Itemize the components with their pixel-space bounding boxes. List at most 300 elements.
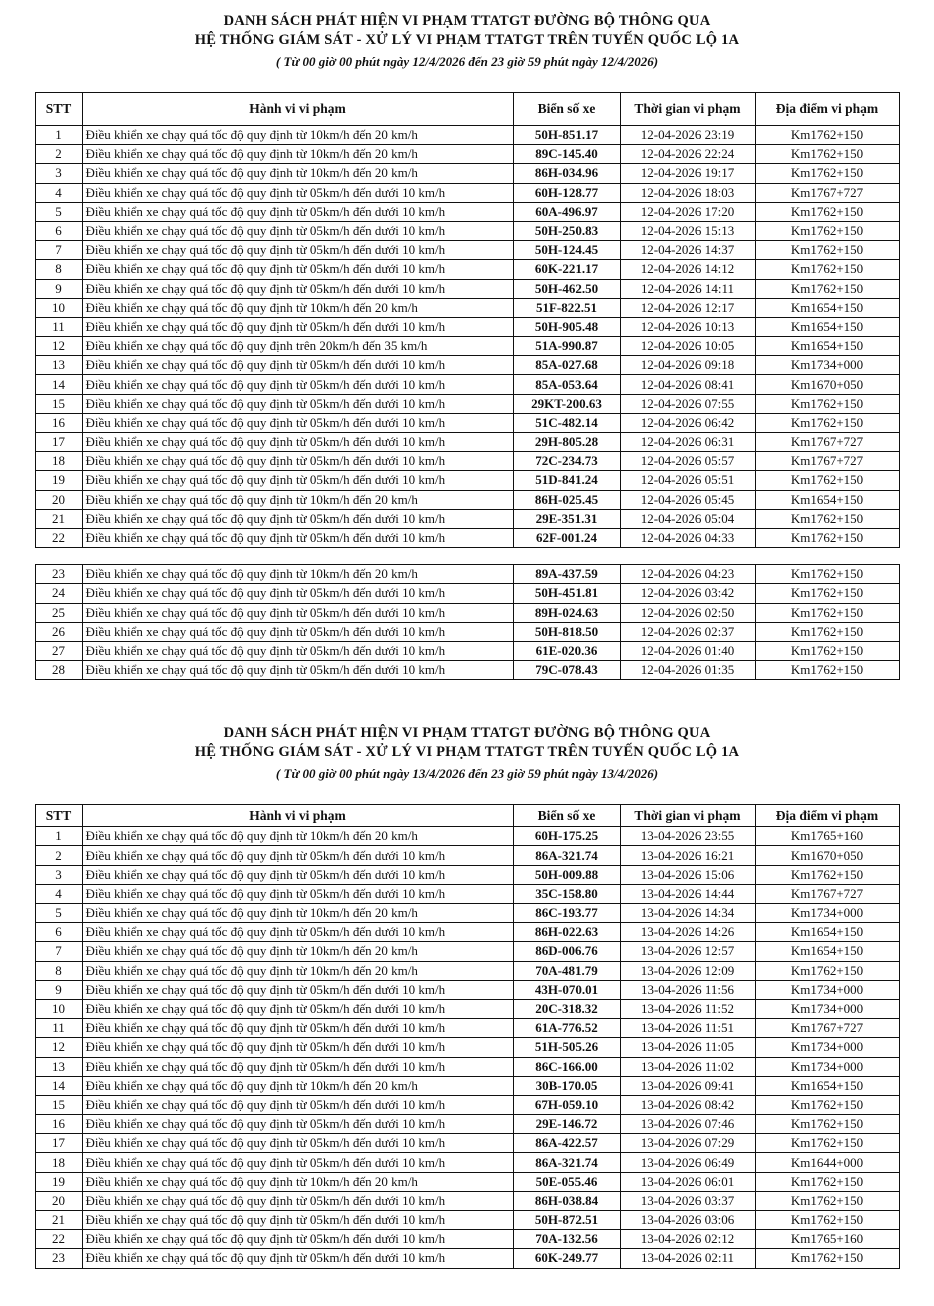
table-row [35, 904, 899, 923]
time-cell: 12-04-2026 02:50 [620, 603, 755, 622]
location-cell: Km1762+150 [755, 394, 899, 413]
violation-cell: Điều khiển xe chạy quá tốc độ quy định từ 10km/h đến 20 km/h [82, 942, 513, 961]
plate-cell: 60H-175.25 [513, 827, 620, 846]
table-row [35, 528, 899, 547]
plate-cell: 85A-027.68 [513, 356, 620, 375]
plate-cell: 51C-482.14 [513, 413, 620, 432]
violation-cell: Điều khiển xe chạy quá tốc độ quy định từ 05km/h đến dưới 10 km/h [82, 584, 513, 603]
location-cell: Km1762+150 [755, 1249, 899, 1268]
location-cell: Km1654+150 [755, 942, 899, 961]
location-cell: Km1734+000 [755, 1038, 899, 1057]
violation-cell: Điều khiển xe chạy quá tốc độ quy định từ 10km/h đến 20 km/h [82, 164, 513, 183]
violation-cell: Điều khiển xe chạy quá tốc độ quy định từ 05km/h đến dưới 10 km/h [82, 394, 513, 413]
location-cell: Km1762+150 [755, 1191, 899, 1210]
time-cell: 12-04-2026 01:40 [620, 641, 755, 660]
stt-cell: 15 [35, 394, 82, 413]
stt-cell: 12 [35, 337, 82, 356]
violation-cell: Điều khiển xe chạy quá tốc độ quy định từ 05km/h đến dưới 10 km/h [82, 356, 513, 375]
location-cell: Km1644+000 [755, 1153, 899, 1172]
plate-cell: 50H-462.50 [513, 279, 620, 298]
plate-cell: 86C-166.00 [513, 1057, 620, 1076]
time-cell: 12-04-2026 04:23 [620, 565, 755, 584]
stt-cell: 6 [35, 923, 82, 942]
plate-cell: 72C-234.73 [513, 452, 620, 471]
table-row [35, 565, 899, 584]
violation-cell: Điều khiển xe chạy quá tốc độ quy định từ 10km/h đến 20 km/h [82, 490, 513, 509]
violation-cell: Điều khiển xe chạy quá tốc độ quy định từ 05km/h đến dưới 10 km/h [82, 202, 513, 221]
time-cell: 13-04-2026 02:11 [620, 1249, 755, 1268]
violation-cell: Điều khiển xe chạy quá tốc độ quy định từ 05km/h đến dưới 10 km/h [82, 884, 513, 903]
stt-cell: 18 [35, 1153, 82, 1172]
plate-cell: 50H-451.81 [513, 584, 620, 603]
location-cell: Km1670+050 [755, 375, 899, 394]
violation-cell: Điều khiển xe chạy quá tốc độ quy định từ 10km/h đến 20 km/h [82, 827, 513, 846]
stt-cell: 15 [35, 1095, 82, 1114]
violations-tables-april-13 [0, 804, 934, 1268]
table-row [35, 846, 899, 865]
table-row [35, 1153, 899, 1172]
report-date-range: ( Từ 00 giờ 00 phút ngày 12/4/2026 đến 23 giờ 59 phút ngày 12/4/2026) [275, 54, 659, 69]
plate-cell: 67H-059.10 [513, 1095, 620, 1114]
violation-cell: Điều khiển xe chạy quá tốc độ quy định từ 10km/h đến 20 km/h [82, 298, 513, 317]
stt-cell: 21 [35, 1211, 82, 1230]
violation-cell: Điều khiển xe chạy quá tốc độ quy định từ 05km/h đến dưới 10 km/h [82, 221, 513, 240]
location-cell: Km1654+150 [755, 923, 899, 942]
stt-cell: 10 [35, 298, 82, 317]
violation-cell: Điều khiển xe chạy quá tốc độ quy định từ 05km/h đến dưới 10 km/h [82, 279, 513, 298]
plate-cell: 70A-132.56 [513, 1230, 620, 1249]
plate-cell: 60A-496.97 [513, 202, 620, 221]
location-cell: Km1734+000 [755, 980, 899, 999]
stt-cell: 11 [35, 317, 82, 336]
violation-cell: Điều khiển xe chạy quá tốc độ quy định từ 05km/h đến dưới 10 km/h [82, 183, 513, 202]
stt-cell: 7 [35, 942, 82, 961]
plate-cell: 50E-055.46 [513, 1172, 620, 1191]
time-cell: 12-04-2026 02:37 [620, 622, 755, 641]
time-cell: 13-04-2026 11:51 [620, 1019, 755, 1038]
plate-cell: 89H-024.63 [513, 603, 620, 622]
plate-cell: 86A-422.57 [513, 1134, 620, 1153]
stt-cell: 25 [35, 603, 82, 622]
report-title-line2: HỆ THỐNG GIÁM SÁT - XỬ LÝ VI PHẠM TTATGT TRÊN TUYẾN QUỐC LỘ 1A [194, 32, 740, 48]
stt-cell: 1 [35, 827, 82, 846]
violation-cell: Điều khiển xe chạy quá tốc độ quy định từ 05km/h đến dưới 10 km/h [82, 509, 513, 528]
stt-cell: 3 [35, 865, 82, 884]
col-header-violation: Hành vi vi phạm [82, 805, 513, 827]
violation-cell: Điều khiển xe chạy quá tốc độ quy định từ 05km/h đến dưới 10 km/h [82, 375, 513, 394]
location-cell: Km1734+000 [755, 999, 899, 1018]
time-cell: 13-04-2026 11:05 [620, 1038, 755, 1057]
location-cell: Km1762+150 [755, 164, 899, 183]
violation-cell: Điều khiển xe chạy quá tốc độ quy định từ 05km/h đến dưới 10 km/h [82, 603, 513, 622]
location-cell: Km1762+150 [755, 1211, 899, 1230]
location-cell: Km1762+150 [755, 1095, 899, 1114]
table-row [35, 980, 899, 999]
plate-cell: 60K-249.77 [513, 1249, 620, 1268]
stt-cell: 23 [35, 565, 82, 584]
plate-cell: 86C-193.77 [513, 904, 620, 923]
plate-cell: 50H-872.51 [513, 1211, 620, 1230]
plate-cell: 89A-437.59 [513, 565, 620, 584]
stt-cell: 21 [35, 509, 82, 528]
location-cell: Km1762+150 [755, 584, 899, 603]
plate-cell: 50H-851.17 [513, 126, 620, 145]
time-cell: 13-04-2026 14:34 [620, 904, 755, 923]
violation-cell: Điều khiển xe chạy quá tốc độ quy định từ 05km/h đến dưới 10 km/h [82, 1115, 513, 1134]
violation-cell: Điều khiển xe chạy quá tốc độ quy định từ 05km/h đến dưới 10 km/h [82, 1134, 513, 1153]
location-cell: Km1762+150 [755, 1115, 899, 1134]
table-row [35, 202, 899, 221]
table-row [35, 126, 899, 145]
plate-cell: 51D-841.24 [513, 471, 620, 490]
col-header-location: Địa điểm vi phạm [755, 93, 899, 126]
table-row [35, 298, 899, 317]
violation-cell: Điều khiển xe chạy quá tốc độ quy định từ 05km/h đến dưới 10 km/h [82, 999, 513, 1018]
violation-cell: Điều khiển xe chạy quá tốc độ quy định từ 05km/h đến dưới 10 km/h [82, 452, 513, 471]
location-cell: Km1654+150 [755, 317, 899, 336]
time-cell: 12-04-2026 14:12 [620, 260, 755, 279]
stt-cell: 23 [35, 1249, 82, 1268]
time-cell: 13-04-2026 12:57 [620, 942, 755, 961]
location-cell: Km1762+150 [755, 202, 899, 221]
table-row [35, 241, 899, 260]
violation-cell: Điều khiển xe chạy quá tốc độ quy định từ 05km/h đến dưới 10 km/h [82, 865, 513, 884]
report-title-line2: HỆ THỐNG GIÁM SÁT - XỬ LÝ VI PHẠM TTATGT TRÊN TUYẾN QUỐC LỘ 1A [194, 744, 740, 761]
plate-cell: 60H-128.77 [513, 183, 620, 202]
table-row [35, 603, 899, 622]
stt-cell: 20 [35, 490, 82, 509]
plate-cell: 51H-505.26 [513, 1038, 620, 1057]
time-cell: 12-04-2026 17:20 [620, 202, 755, 221]
table-row [35, 1134, 899, 1153]
stt-cell: 5 [35, 904, 82, 923]
table-row [35, 1249, 899, 1268]
stt-cell: 16 [35, 413, 82, 432]
table-row [35, 1019, 899, 1038]
plate-cell: 30B-170.05 [513, 1076, 620, 1095]
location-cell: Km1762+150 [755, 865, 899, 884]
table-row [35, 622, 899, 641]
table-row [35, 1095, 899, 1114]
time-cell: 12-04-2026 12:17 [620, 298, 755, 317]
table-row [35, 471, 899, 490]
table-row [35, 260, 899, 279]
violation-cell: Điều khiển xe chạy quá tốc độ quy định từ 10km/h đến 20 km/h [82, 126, 513, 145]
plate-cell: 86A-321.74 [513, 1153, 620, 1172]
location-cell: Km1767+727 [755, 183, 899, 202]
violation-cell: Điều khiển xe chạy quá tốc độ quy định từ 05km/h đến dưới 10 km/h [82, 622, 513, 641]
plate-cell: 50H-009.88 [513, 865, 620, 884]
time-cell: 12-04-2026 05:51 [620, 471, 755, 490]
location-cell: Km1762+150 [755, 565, 899, 584]
stt-cell: 17 [35, 433, 82, 452]
plate-cell: 85A-053.64 [513, 375, 620, 394]
stt-cell: 24 [35, 584, 82, 603]
location-cell: Km1762+150 [755, 528, 899, 547]
time-cell: 13-04-2026 07:46 [620, 1115, 755, 1134]
violation-cell: Điều khiển xe chạy quá tốc độ quy định từ 05km/h đến dưới 10 km/h [82, 1095, 513, 1114]
table-row [35, 413, 899, 432]
table-row [35, 1038, 899, 1057]
col-header-time: Thời gian vi phạm [620, 93, 755, 126]
plate-cell: 86H-025.45 [513, 490, 620, 509]
time-cell: 12-04-2026 15:13 [620, 221, 755, 240]
col-header-location: Địa điểm vi phạm [755, 805, 899, 827]
time-cell: 13-04-2026 14:44 [620, 884, 755, 903]
plate-cell: 61A-776.52 [513, 1019, 620, 1038]
time-cell: 13-04-2026 11:52 [620, 999, 755, 1018]
plate-cell: 86D-006.76 [513, 942, 620, 961]
violation-cell: Điều khiển xe chạy quá tốc độ quy định từ 10km/h đến 20 km/h [82, 1076, 513, 1095]
plate-cell: 29E-146.72 [513, 1115, 620, 1134]
table-row [35, 509, 899, 528]
time-cell: 12-04-2026 14:37 [620, 241, 755, 260]
time-cell: 13-04-2026 06:49 [620, 1153, 755, 1172]
time-cell: 12-04-2026 19:17 [620, 164, 755, 183]
table-row [35, 433, 899, 452]
table-row [35, 1211, 899, 1230]
stt-cell: 6 [35, 221, 82, 240]
time-cell: 12-04-2026 10:05 [620, 337, 755, 356]
stt-cell: 8 [35, 961, 82, 980]
table-row [35, 661, 899, 680]
stt-cell: 18 [35, 452, 82, 471]
stt-cell: 22 [35, 1230, 82, 1249]
violation-cell: Điều khiển xe chạy quá tốc độ quy định từ 05km/h đến dưới 10 km/h [82, 661, 513, 680]
violation-cell: Điều khiển xe chạy quá tốc độ quy định từ 10km/h đến 20 km/h [82, 904, 513, 923]
location-cell: Km1767+727 [755, 1019, 899, 1038]
location-cell: Km1762+150 [755, 1172, 899, 1191]
plate-cell: 86H-034.96 [513, 164, 620, 183]
time-cell: 12-04-2026 22:24 [620, 145, 755, 164]
stt-cell: 5 [35, 202, 82, 221]
stt-cell: 11 [35, 1019, 82, 1038]
stt-cell: 28 [35, 661, 82, 680]
plate-cell: 60K-221.17 [513, 260, 620, 279]
stt-cell: 13 [35, 356, 82, 375]
stt-cell: 10 [35, 999, 82, 1018]
location-cell: Km1762+150 [755, 221, 899, 240]
table-row [35, 641, 899, 660]
plate-cell: 50H-818.50 [513, 622, 620, 641]
violation-cell: Điều khiển xe chạy quá tốc độ quy định từ 05km/h đến dưới 10 km/h [82, 241, 513, 260]
violations-table [35, 804, 900, 1268]
plate-cell: 29H-805.28 [513, 433, 620, 452]
table-row [35, 337, 899, 356]
location-cell: Km1767+727 [755, 433, 899, 452]
time-cell: 13-04-2026 06:01 [620, 1172, 755, 1191]
location-cell: Km1762+150 [755, 622, 899, 641]
location-cell: Km1734+000 [755, 904, 899, 923]
table-row [35, 1172, 899, 1191]
table-row [35, 1115, 899, 1134]
time-cell: 12-04-2026 07:55 [620, 394, 755, 413]
plate-cell: 50H-250.83 [513, 221, 620, 240]
time-cell: 12-04-2026 14:11 [620, 279, 755, 298]
table-row [35, 356, 899, 375]
location-cell: Km1762+150 [755, 603, 899, 622]
location-cell: Km1767+727 [755, 884, 899, 903]
time-cell: 12-04-2026 10:13 [620, 317, 755, 336]
violation-cell: Điều khiển xe chạy quá tốc độ quy định từ 10km/h đến 20 km/h [82, 1172, 513, 1191]
plate-cell: 62F-001.24 [513, 528, 620, 547]
location-cell: Km1654+150 [755, 337, 899, 356]
plate-cell: 70A-481.79 [513, 961, 620, 980]
location-cell: Km1762+150 [755, 509, 899, 528]
time-cell: 13-04-2026 16:21 [620, 846, 755, 865]
violation-cell: Điều khiển xe chạy quá tốc độ quy định từ 05km/h đến dưới 10 km/h [82, 1153, 513, 1172]
location-cell: Km1762+150 [755, 145, 899, 164]
stt-cell: 22 [35, 528, 82, 547]
col-header-plate: Biển số xe [513, 805, 620, 827]
table-row [35, 375, 899, 394]
col-header-violation: Hành vi vi phạm [82, 93, 513, 126]
location-cell: Km1654+150 [755, 298, 899, 317]
location-cell: Km1734+000 [755, 1057, 899, 1076]
violations-tables-april-12 [0, 92, 934, 680]
violation-cell: Điều khiển xe chạy quá tốc độ quy định từ 10km/h đến 20 km/h [82, 961, 513, 980]
plate-cell: 50H-124.45 [513, 241, 620, 260]
time-cell: 12-04-2026 08:41 [620, 375, 755, 394]
table-row [35, 394, 899, 413]
table-row [35, 961, 899, 980]
location-cell: Km1765+160 [755, 827, 899, 846]
stt-cell: 3 [35, 164, 82, 183]
location-cell: Km1762+150 [755, 241, 899, 260]
stt-cell: 16 [35, 1115, 82, 1134]
stt-cell: 12 [35, 1038, 82, 1057]
violation-cell: Điều khiển xe chạy quá tốc độ quy định từ 05km/h đến dưới 10 km/h [82, 433, 513, 452]
time-cell: 12-04-2026 09:18 [620, 356, 755, 375]
table-row [35, 183, 899, 202]
violation-cell: Điều khiển xe chạy quá tốc độ quy định từ 05km/h đến dưới 10 km/h [82, 528, 513, 547]
location-cell: Km1762+150 [755, 413, 899, 432]
violations-table [35, 564, 900, 680]
violation-cell: Điều khiển xe chạy quá tốc độ quy định từ 05km/h đến dưới 10 km/h [82, 1249, 513, 1268]
time-cell: 12-04-2026 05:04 [620, 509, 755, 528]
location-cell: Km1762+150 [755, 279, 899, 298]
stt-cell: 8 [35, 260, 82, 279]
location-cell: Km1762+150 [755, 961, 899, 980]
location-cell: Km1765+160 [755, 1230, 899, 1249]
time-cell: 13-04-2026 14:26 [620, 923, 755, 942]
plate-cell: 51F-822.51 [513, 298, 620, 317]
time-cell: 13-04-2026 07:29 [620, 1134, 755, 1153]
stt-cell: 2 [35, 145, 82, 164]
location-cell: Km1762+150 [755, 661, 899, 680]
violation-cell: Điều khiển xe chạy quá tốc độ quy định từ 05km/h đến dưới 10 km/h [82, 1019, 513, 1038]
plate-cell: 35C-158.80 [513, 884, 620, 903]
time-cell: 13-04-2026 11:02 [620, 1057, 755, 1076]
plate-cell: 86A-321.74 [513, 846, 620, 865]
report-section-april-13 [0, 724, 934, 1268]
table-row [35, 1191, 899, 1210]
location-cell: Km1762+150 [755, 1134, 899, 1153]
time-cell: 12-04-2026 03:42 [620, 584, 755, 603]
table-row [35, 1076, 899, 1095]
plate-cell: 29KT-200.63 [513, 394, 620, 413]
stt-cell: 9 [35, 980, 82, 999]
stt-cell: 4 [35, 884, 82, 903]
time-cell: 13-04-2026 08:42 [620, 1095, 755, 1114]
violation-cell: Điều khiển xe chạy quá tốc độ quy định từ 05km/h đến dưới 10 km/h [82, 471, 513, 490]
time-cell: 13-04-2026 23:55 [620, 827, 755, 846]
stt-cell: 7 [35, 241, 82, 260]
violation-cell: Điều khiển xe chạy quá tốc độ quy định từ 10km/h đến 20 km/h [82, 565, 513, 584]
table-header-row [35, 805, 899, 827]
plate-cell: 86H-038.84 [513, 1191, 620, 1210]
table-row [35, 942, 899, 961]
time-cell: 12-04-2026 06:42 [620, 413, 755, 432]
time-cell: 13-04-2026 15:06 [620, 865, 755, 884]
report-title-line1: DANH SÁCH PHÁT HIỆN VI PHẠM TTATGT ĐƯỜNG BỘ THÔNG QUA [223, 725, 711, 742]
table-row [35, 452, 899, 471]
col-header-stt: STT [35, 93, 82, 126]
plate-cell: 50H-905.48 [513, 317, 620, 336]
plate-cell: 29E-351.31 [513, 509, 620, 528]
stt-cell: 2 [35, 846, 82, 865]
stt-cell: 20 [35, 1191, 82, 1210]
col-header-time: Thời gian vi phạm [620, 805, 755, 827]
location-cell: Km1670+050 [755, 846, 899, 865]
stt-cell: 9 [35, 279, 82, 298]
table-row [35, 865, 899, 884]
table-row [35, 145, 899, 164]
time-cell: 13-04-2026 12:09 [620, 961, 755, 980]
table-row [35, 221, 899, 240]
table-row [35, 923, 899, 942]
location-cell: Km1762+150 [755, 471, 899, 490]
table-row [35, 279, 899, 298]
stt-cell: 14 [35, 1076, 82, 1095]
time-cell: 12-04-2026 04:33 [620, 528, 755, 547]
plate-cell: 86H-022.63 [513, 923, 620, 942]
time-cell: 12-04-2026 05:57 [620, 452, 755, 471]
time-cell: 12-04-2026 06:31 [620, 433, 755, 452]
table-row [35, 164, 899, 183]
report-date-range: ( Từ 00 giờ 00 phút ngày 13/4/2026 đến 23 giờ 59 phút ngày 13/4/2026) [275, 766, 659, 782]
stt-cell: 19 [35, 471, 82, 490]
stt-cell: 1 [35, 126, 82, 145]
time-cell: 12-04-2026 05:45 [620, 490, 755, 509]
location-cell: Km1654+150 [755, 1076, 899, 1095]
location-cell: Km1734+000 [755, 356, 899, 375]
violation-cell: Điều khiển xe chạy quá tốc độ quy định từ 05km/h đến dưới 10 km/h [82, 1211, 513, 1230]
table-row [35, 827, 899, 846]
time-cell: 13-04-2026 03:06 [620, 1211, 755, 1230]
plate-cell: 43H-070.01 [513, 980, 620, 999]
violations-table [35, 92, 900, 548]
stt-cell: 4 [35, 183, 82, 202]
stt-cell: 19 [35, 1172, 82, 1191]
stt-cell: 26 [35, 622, 82, 641]
stt-cell: 14 [35, 375, 82, 394]
time-cell: 13-04-2026 09:41 [620, 1076, 755, 1095]
time-cell: 12-04-2026 18:03 [620, 183, 755, 202]
violation-cell: Điều khiển xe chạy quá tốc độ quy định từ 05km/h đến dưới 10 km/h [82, 1230, 513, 1249]
violation-cell: Điều khiển xe chạy quá tốc độ quy định từ 05km/h đến dưới 10 km/h [82, 641, 513, 660]
violation-cell: Điều khiển xe chạy quá tốc độ quy định trên 20km/h đến 35 km/h [82, 337, 513, 356]
violation-cell: Điều khiển xe chạy quá tốc độ quy định từ 05km/h đến dưới 10 km/h [82, 1057, 513, 1076]
violation-cell: Điều khiển xe chạy quá tốc độ quy định từ 05km/h đến dưới 10 km/h [82, 923, 513, 942]
stt-cell: 17 [35, 1134, 82, 1153]
table-row [35, 584, 899, 603]
time-cell: 13-04-2026 11:56 [620, 980, 755, 999]
violation-cell: Điều khiển xe chạy quá tốc độ quy định từ 05km/h đến dưới 10 km/h [82, 413, 513, 432]
table-row [35, 490, 899, 509]
violation-cell: Điều khiển xe chạy quá tốc độ quy định từ 05km/h đến dưới 10 km/h [82, 1038, 513, 1057]
violation-cell: Điều khiển xe chạy quá tốc độ quy định từ 05km/h đến dưới 10 km/h [82, 846, 513, 865]
